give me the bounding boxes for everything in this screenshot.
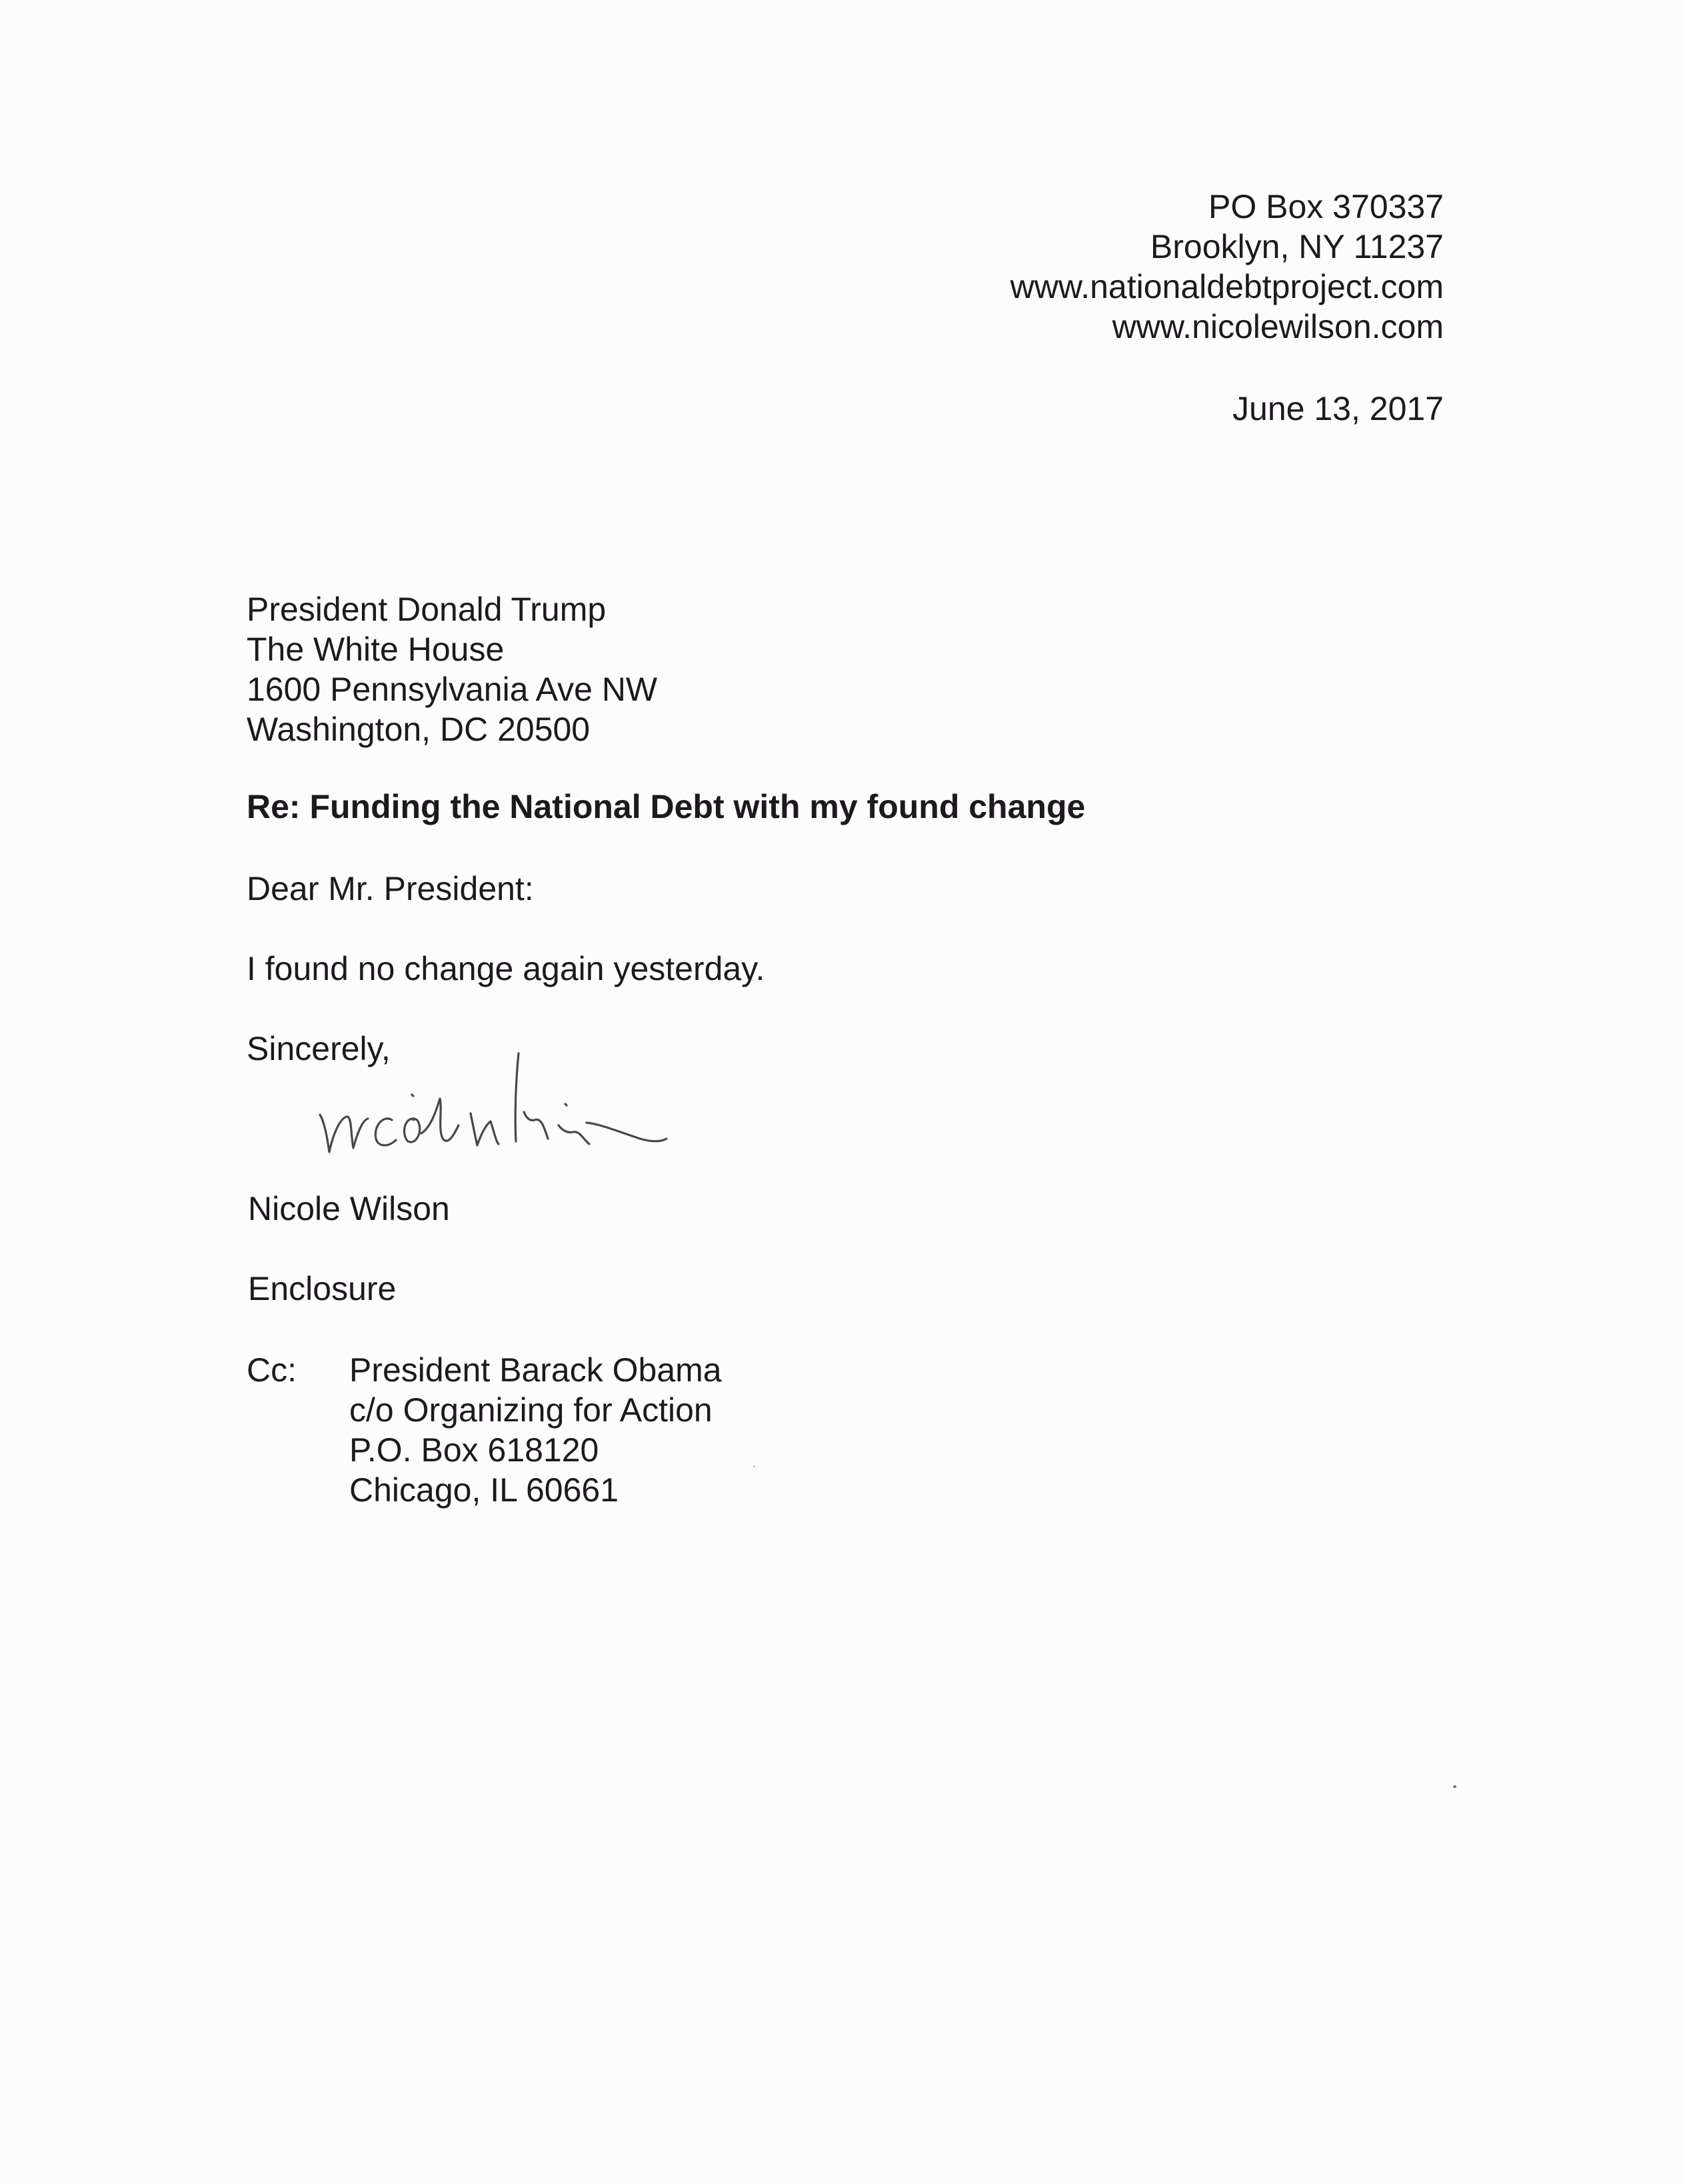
sender-website-1: www.nationaldebtproject.com bbox=[1010, 268, 1444, 305]
recipient-address bbox=[247, 589, 657, 749]
paper-speck bbox=[1453, 1785, 1456, 1788]
sender-address bbox=[1010, 187, 1444, 347]
cc-org: c/o Organizing for Action bbox=[349, 1391, 713, 1429]
signer-name: Nicole Wilson bbox=[248, 1190, 450, 1227]
handwritten-signature-icon bbox=[307, 1040, 740, 1173]
sender-po-box: PO Box 370337 bbox=[1208, 188, 1444, 225]
cc-name: President Barack Obama bbox=[349, 1351, 722, 1389]
sender-website-2: www.nicolewilson.com bbox=[1112, 308, 1444, 345]
salutation: Dear Mr. President: bbox=[247, 870, 534, 907]
cc-po-box: P.O. Box 618120 bbox=[349, 1431, 599, 1469]
cc-address bbox=[349, 1350, 722, 1510]
recipient-org: The White House bbox=[247, 631, 505, 668]
recipient-city: Washington, DC 20500 bbox=[247, 711, 591, 748]
sender-city: Brooklyn, NY 11237 bbox=[1150, 228, 1444, 265]
subject-line: Re: Funding the National Debt with my found change bbox=[247, 788, 1086, 825]
closing: Sincerely, bbox=[247, 1030, 391, 1067]
letter-body: I found no change again yesterday. bbox=[247, 950, 765, 987]
enclosure-note: Enclosure bbox=[248, 1270, 397, 1307]
letter-date: June 13, 2017 bbox=[1232, 390, 1444, 427]
recipient-name: President Donald Trump bbox=[247, 591, 607, 628]
paper-speck bbox=[753, 1465, 755, 1467]
cc-label: Cc: bbox=[247, 1351, 297, 1389]
recipient-street: 1600 Pennsylvania Ave NW bbox=[247, 671, 658, 708]
cc-city: Chicago, IL 60661 bbox=[349, 1471, 619, 1509]
